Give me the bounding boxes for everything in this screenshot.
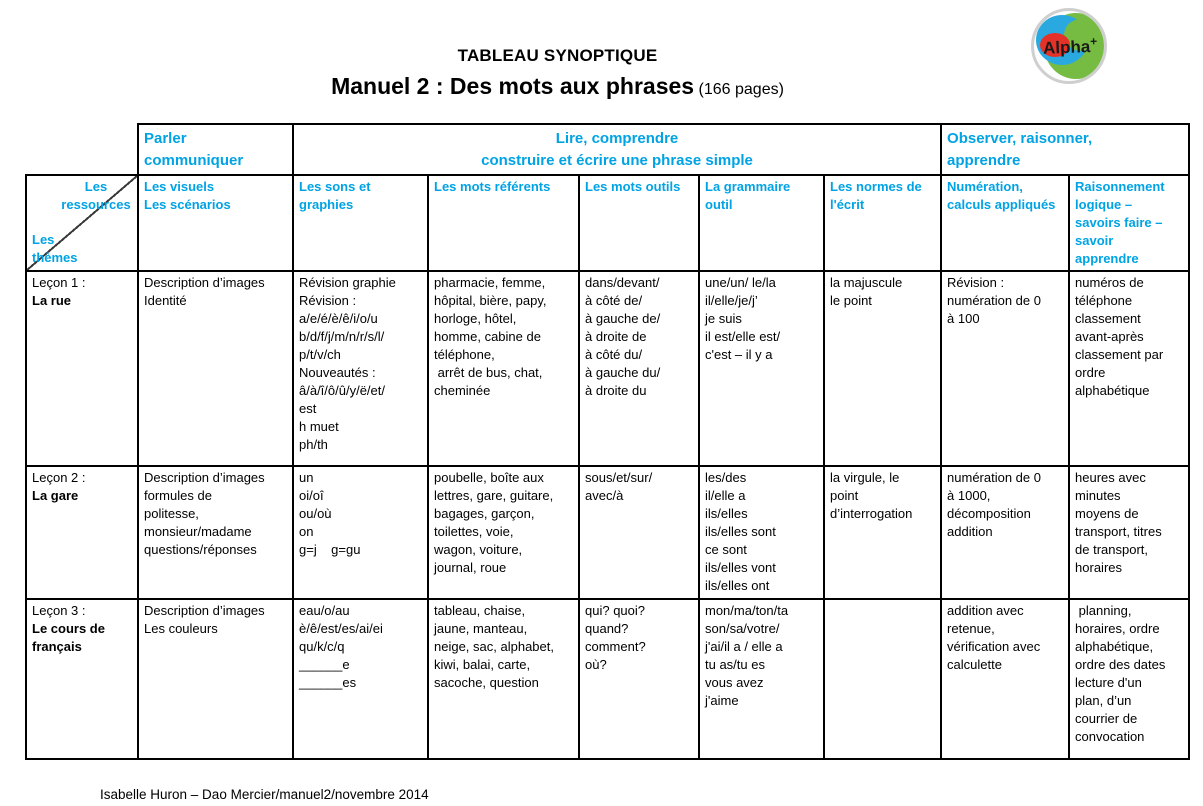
cell-raisonnement: numéros de téléphone classement avant-après classement par ordre alphabétique xyxy=(1069,271,1189,466)
column-header-normes-ecrit: Les normes de l'écrit xyxy=(824,175,941,271)
column-header-sons-graphies: Les sons et graphies xyxy=(293,175,428,271)
corner-diagonal-cell xyxy=(26,175,138,271)
cell-mots-referents: poubelle, boîte aux lettres, gare, guitare, bagages, garçon, toilettes, voie, wagon, voiture, journal, roue xyxy=(428,466,579,599)
lesson-number: Leçon 3 : xyxy=(32,603,86,618)
cell-grammaire: une/un/ le/la il/elle/je/j’ je suis il est/elle est/ c'est – il y a xyxy=(699,271,824,466)
cell-visuels: Description d’images Identité xyxy=(138,271,293,466)
lesson-name: La gare xyxy=(32,488,79,503)
logo-plus-sign: + xyxy=(1089,34,1098,49)
cell-sons-graphies: un oi/oî ou/où on g=j g=gu xyxy=(293,466,428,599)
cell-mots-referents: tableau, chaise, jaune, manteau, neige, sac, alphabet, kiwi, balai, carte, sacoche, question xyxy=(428,599,579,759)
cell-sons-graphies: eau/o/au è/ê/est/es/ai/ei qu/k/c/q ______e ______es xyxy=(293,599,428,759)
cell-grammaire: les/des il/elle a ils/elles ils/elles sont ce sont ils/elles vont ils/elles ont xyxy=(699,466,824,599)
cell-numeration: numération de 0 à 1000, décomposition addition xyxy=(941,466,1069,599)
cell-mots-referents: pharmacie, femme, hôpital, bière, papy, horloge, hôtel, homme, cabine de téléphone, arrêt de bus, chat, cheminée xyxy=(428,271,579,466)
cell-normes-ecrit: la majuscule le point xyxy=(824,271,941,466)
group-observer-raisonner: Observer, raisonner, apprendre xyxy=(941,124,1189,175)
corner-label-themes: Les thèmes xyxy=(32,232,78,265)
table-row-lecon-3 xyxy=(26,599,1189,759)
cell-raisonnement: heures avec minutes moyens de transport, titres de transport, horaires xyxy=(1069,466,1189,599)
logo-wordmark: Alpha+ xyxy=(1042,34,1098,58)
lesson-number: Leçon 2 : xyxy=(32,470,86,485)
cell-normes-ecrit xyxy=(824,599,941,759)
column-header-row xyxy=(26,175,1189,271)
subtitle-page-count: (166 pages) xyxy=(694,81,784,98)
cell-visuels: Description d’images Les couleurs xyxy=(138,599,293,759)
table-row-lecon-2 xyxy=(26,466,1189,599)
corner-label-ressources: Les ressources xyxy=(61,179,131,212)
cell-numeration: Révision : numération de 0 à 100 xyxy=(941,271,1069,466)
column-header-numeration: Numération, calculs appliqués xyxy=(941,175,1069,271)
group-parler-communiquer: Parler communiquer xyxy=(138,124,293,175)
subtitle-main: Manuel 2 : Des mots aux phrases xyxy=(331,73,695,99)
group-header-row xyxy=(26,124,1189,175)
empty-corner-spacer xyxy=(26,124,138,175)
footer-credit: Isabelle Huron – Dao Mercier/manuel2/novembre 2014 xyxy=(100,787,429,802)
column-header-visuels: Les visuels Les scénarios xyxy=(138,175,293,271)
column-header-raisonnement: Raisonnement logique – savoirs faire – savoir apprendre xyxy=(1069,175,1189,271)
lesson-cell xyxy=(26,466,138,599)
cell-visuels: Description d’images formules de politesse, monsieur/madame questions/réponses xyxy=(138,466,293,599)
cell-grammaire: mon/ma/ton/ta son/sa/votre/ j'ai/il a / elle a tu as/tu es vous avez j'aime xyxy=(699,599,824,759)
lesson-number: Leçon 1 : xyxy=(32,275,86,290)
cell-mots-outils: sous/et/sur/ avec/à xyxy=(579,466,699,599)
document-header xyxy=(0,0,1115,100)
cell-sons-graphies: Révision graphie Révision : a/e/é/è/ê/i/o/u b/d/f/j/m/n/r/s/l/ p/t/v/ch Nouveautés : â/à/î/ô/û/y/ë/et/ est h muet ph/th xyxy=(293,271,428,466)
group-lire-comprendre: Lire, comprendre construire et écrire une phrase simple xyxy=(293,124,941,175)
synoptic-table xyxy=(25,123,1190,760)
page-subtitle xyxy=(0,73,1115,100)
cell-mots-outils: qui? quoi? quand? comment? où? xyxy=(579,599,699,759)
column-header-grammaire: La grammaire outil xyxy=(699,175,824,271)
page-title: TABLEAU SYNOPTIQUE xyxy=(457,46,658,65)
cell-mots-outils: dans/devant/ à côté de/ à gauche de/ à droite de à côté du/ à gauche du/ à droite du xyxy=(579,271,699,466)
lesson-cell xyxy=(26,599,138,759)
column-header-mots-outils: Les mots outils xyxy=(579,175,699,271)
lesson-name: Le cours de français xyxy=(32,621,105,654)
alpha-plus-logo-icon xyxy=(1031,8,1107,84)
lesson-cell xyxy=(26,271,138,466)
cell-raisonnement: planning, horaires, ordre alphabétique, ordre des dates lecture d'un plan, d’un courrier de convocation xyxy=(1069,599,1189,759)
cell-numeration: addition avec retenue, vérification avec calculette xyxy=(941,599,1069,759)
cell-normes-ecrit: la virgule, le point d’interrogation xyxy=(824,466,941,599)
table-row-lecon-1 xyxy=(26,271,1189,466)
column-header-mots-referents: Les mots référents xyxy=(428,175,579,271)
lesson-name: La rue xyxy=(32,293,72,308)
